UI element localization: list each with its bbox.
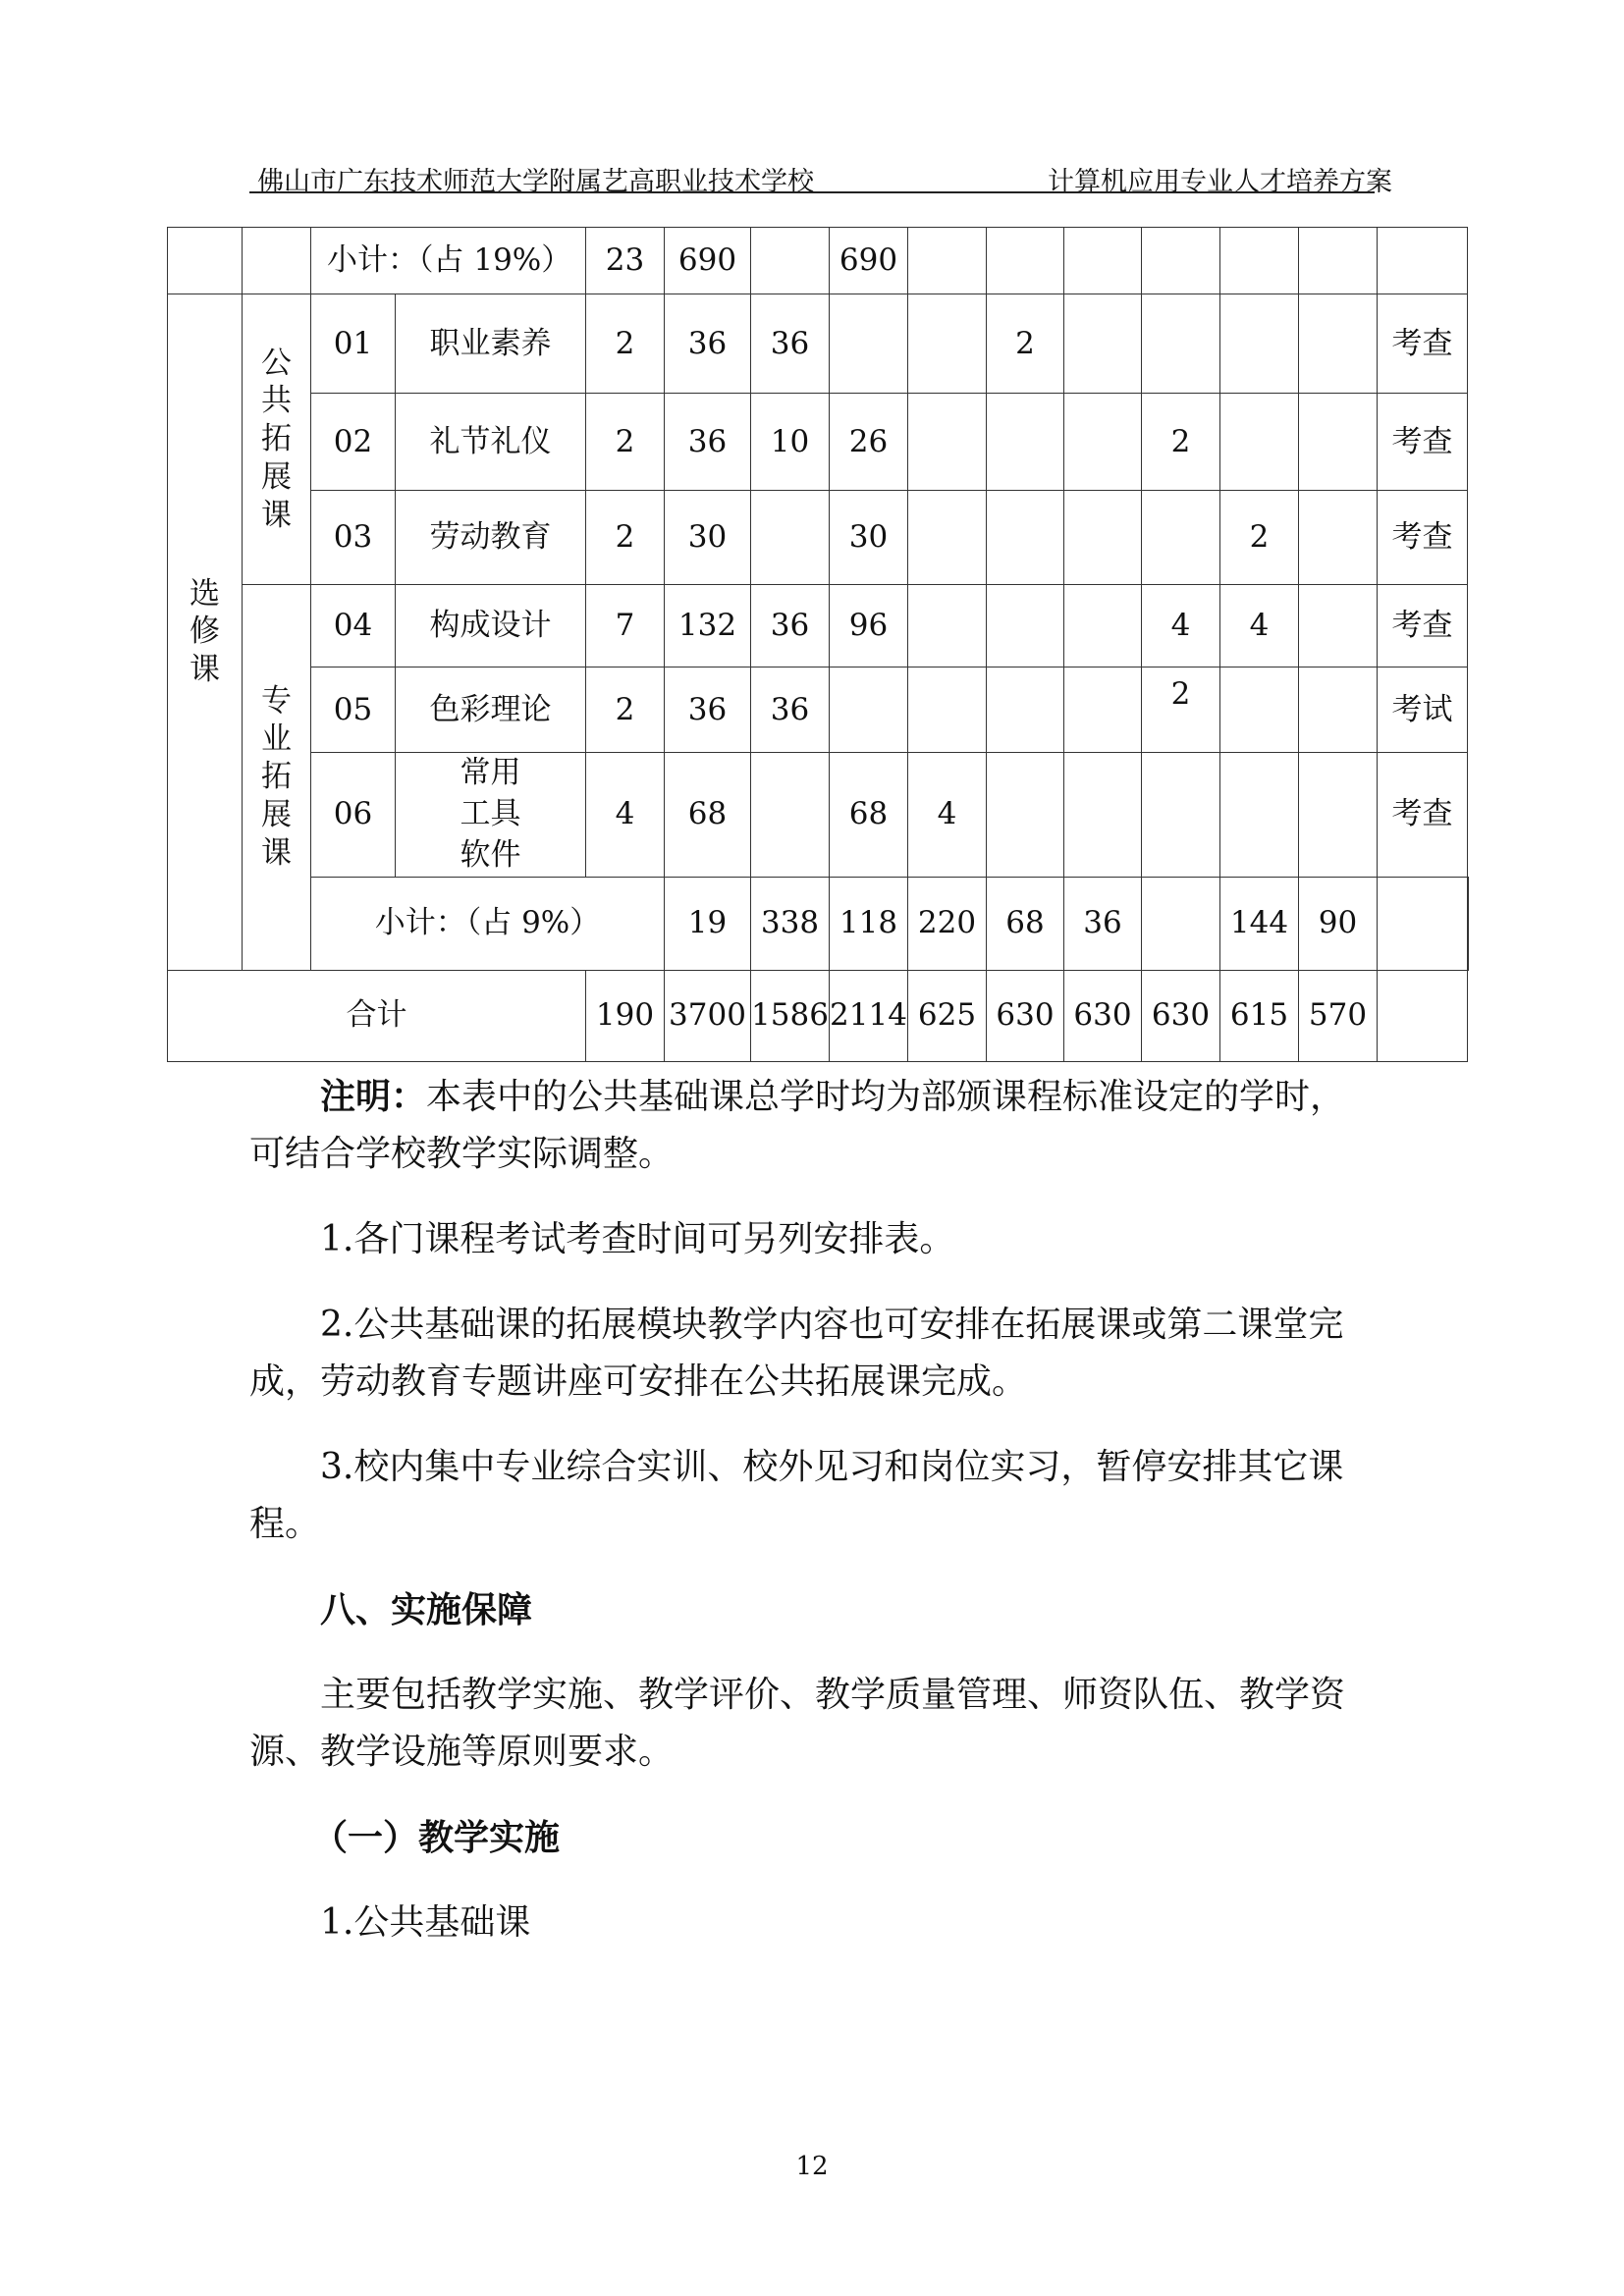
table-cell: 7 [586, 585, 665, 667]
table-cell: 220 [908, 877, 987, 970]
table-cell: 10 [751, 394, 830, 491]
table-cell [1299, 585, 1378, 667]
table-cell: 36 [665, 294, 751, 394]
elective-category-label: 选修课 [168, 294, 243, 971]
assessment-type: 考试 [1378, 667, 1468, 753]
note-item-3: 3.校内集中专业综合实训、校外见习和岗位实习，暂停安排其它课程。 [249, 1447, 1344, 1544]
note-item-1: 1.各门课程考试考查时间可另列安排表。 [320, 1219, 955, 1259]
table-cell: 4 [1220, 585, 1299, 667]
table-cell: 36 [665, 394, 751, 491]
table-cell: 2 [1142, 394, 1220, 491]
course-name: 构成设计 [396, 585, 586, 667]
table-cell: 570 [1299, 970, 1378, 1061]
table-cell [987, 667, 1064, 753]
table-cell [1064, 753, 1142, 878]
table-cell [1064, 667, 1142, 753]
note-item-2: 2.公共基础课的拓展模块教学内容也可安排在拓展课或第二课堂完成，劳动教育专题讲座可安排在公共拓展课完成。 [249, 1305, 1344, 1402]
table-cell: 4 [1142, 585, 1220, 667]
table-cell [1468, 877, 1469, 970]
table-row-subtotal-2 [168, 877, 1469, 970]
subsection-item: 1.公共基础课 [320, 1902, 531, 1943]
subtotal-label: 小计：（占 9%） [311, 877, 665, 970]
table-cell: 36 [751, 667, 830, 753]
course-number: 05 [311, 667, 396, 753]
note-text: 本表中的公共基础课总学时均为部颁课程标准设定的学时，可结合学校教学实际调整。 [249, 1077, 1346, 1174]
table-row-total [168, 970, 1469, 1061]
table-cell: 2 [1220, 491, 1299, 585]
course-number: 04 [311, 585, 396, 667]
table-cell: 2114 [830, 970, 908, 1061]
course-name: 劳动教育 [396, 491, 586, 585]
table-cell: 144 [1220, 877, 1299, 970]
course-number: 03 [311, 491, 396, 585]
table-cell [1378, 970, 1468, 1061]
table-cell [987, 753, 1064, 878]
note-label: 注明： [320, 1076, 427, 1117]
table-cell [1220, 228, 1299, 294]
table-cell: 2 [586, 394, 665, 491]
page-number: 12 [795, 2152, 829, 2181]
table-cell [908, 294, 987, 394]
table-cell: 26 [830, 394, 908, 491]
group-label-public-extension: 公共拓展课 [243, 294, 311, 585]
table-cell: 30 [665, 491, 751, 585]
table-cell [1378, 877, 1468, 970]
table-cell: 630 [987, 970, 1064, 1061]
group-label-professional-extension: 专业拓展课 [243, 585, 311, 971]
table-cell: 2 [586, 667, 665, 753]
table-cell: 2 [586, 491, 665, 585]
table-cell: 23 [586, 228, 665, 294]
table-cell [1142, 294, 1220, 394]
table-cell [1142, 491, 1220, 585]
table-cell: 4 [908, 753, 987, 878]
table-cell: 2 [586, 294, 665, 394]
table-cell: 630 [1064, 970, 1142, 1061]
table-row [168, 491, 1469, 585]
table-cell: 630 [1142, 970, 1220, 1061]
table-cell: 68 [830, 753, 908, 878]
table-row [168, 585, 1469, 667]
header-document-title: 计算机应用专业人才培养方案 [1048, 167, 1392, 197]
table-row-subtotal-1 [168, 228, 1469, 294]
table-cell: 615 [1220, 970, 1299, 1061]
notes-section [249, 1068, 1375, 1951]
table-cell: 36 [665, 667, 751, 753]
section-heading: 八、实施保障 [320, 1589, 533, 1630]
table-cell: 68 [987, 877, 1064, 970]
table-cell: 1586 [751, 970, 830, 1061]
header-divider [249, 191, 1375, 193]
table-row [168, 667, 1469, 753]
table-cell: 36 [751, 585, 830, 667]
course-number: 02 [311, 394, 396, 491]
table-cell: 19 [665, 877, 751, 970]
table-cell [1064, 228, 1142, 294]
table-cell [908, 585, 987, 667]
table-cell: 2 [987, 294, 1064, 394]
table-cell: 96 [830, 585, 908, 667]
course-number: 06 [311, 753, 396, 878]
assessment-type: 考查 [1378, 585, 1468, 667]
table-row [168, 753, 1469, 878]
subtotal-label: 小计：（占 19%） [311, 228, 586, 294]
table-cell [1064, 294, 1142, 394]
course-name: 色彩理论 [396, 667, 586, 753]
table-cell [987, 585, 1064, 667]
table-cell [1378, 228, 1468, 294]
table-cell: 118 [830, 877, 908, 970]
table-cell [1299, 294, 1378, 394]
table-cell-empty [243, 228, 311, 294]
table-cell [751, 228, 830, 294]
table-cell: 690 [830, 228, 908, 294]
table-cell: 190 [586, 970, 665, 1061]
table-cell [1299, 667, 1378, 753]
table-row [168, 394, 1469, 491]
course-number: 01 [311, 294, 396, 394]
section-paragraph: 主要包括教学实施、教学评价、教学质量管理、师资队伍、教学资源、教学设施等原则要求。 [249, 1675, 1346, 1772]
table-cell [987, 228, 1064, 294]
table-cell: 36 [1064, 877, 1142, 970]
table-cell [751, 753, 830, 878]
table-cell: 338 [751, 877, 830, 970]
assessment-type: 考查 [1378, 491, 1468, 585]
table-cell: 3700 [665, 970, 751, 1061]
table-cell [751, 491, 830, 585]
table-cell [908, 228, 987, 294]
header-school-name: 佛山市广东技术师范大学附属艺高职业技术学校 [257, 167, 814, 197]
course-name: 常用工具软件 [396, 753, 586, 878]
table-cell [1220, 753, 1299, 878]
table-cell: 690 [665, 228, 751, 294]
table-cell [1299, 394, 1378, 491]
table-cell [1142, 877, 1220, 970]
table-row [168, 294, 1469, 394]
table-cell [908, 667, 987, 753]
course-name: 礼节礼仪 [396, 394, 586, 491]
table-cell: 90 [1299, 877, 1378, 970]
table-cell [1064, 585, 1142, 667]
table-cell [908, 394, 987, 491]
table-cell [1142, 753, 1220, 878]
subsection-heading: （一）教学实施 [312, 1817, 561, 1858]
total-label: 合计 [168, 970, 586, 1061]
table-cell [1142, 228, 1220, 294]
table-cell: 68 [665, 753, 751, 878]
table-cell [830, 294, 908, 394]
course-schedule-table [167, 227, 1469, 1062]
table-cell-empty [168, 228, 243, 294]
table-cell [908, 491, 987, 585]
table-cell [1064, 394, 1142, 491]
table-cell [1299, 753, 1378, 878]
table-cell [1220, 667, 1299, 753]
table-cell: 4 [586, 753, 665, 878]
table-cell [1220, 394, 1299, 491]
assessment-type: 考查 [1378, 394, 1468, 491]
table-cell: 36 [751, 294, 830, 394]
table-cell [1299, 228, 1378, 294]
table-cell: 625 [908, 970, 987, 1061]
table-cell [1220, 294, 1299, 394]
table-cell [1064, 491, 1142, 585]
table-cell [987, 491, 1064, 585]
table-cell: 132 [665, 585, 751, 667]
table-cell: 30 [830, 491, 908, 585]
table-cell [987, 394, 1064, 491]
assessment-type: 考查 [1378, 294, 1468, 394]
table-cell [830, 667, 908, 753]
table-cell [1299, 491, 1378, 585]
note-paragraph [249, 1068, 1375, 1183]
course-name: 职业素养 [396, 294, 586, 394]
assessment-type: 考查 [1378, 753, 1468, 878]
table-cell: 2 [1142, 667, 1220, 753]
